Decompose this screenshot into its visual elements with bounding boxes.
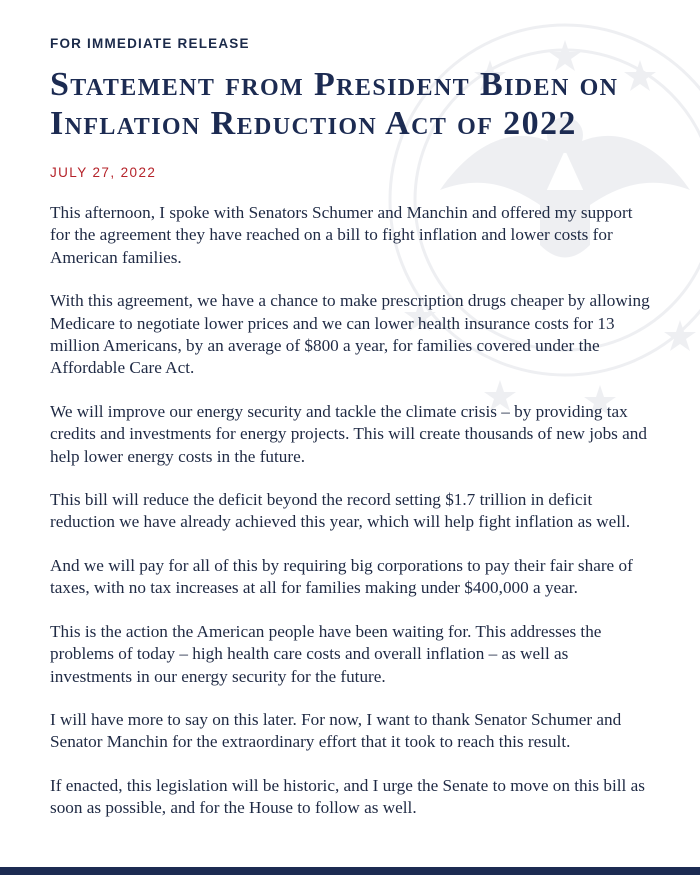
paragraph: And we will pay for all of this by requiring big corporations to pay their fair share of taxes, with no tax increases at all for families making under $400,000 a year. [50, 555, 633, 598]
release-label: FOR IMMEDIATE RELEASE [50, 36, 250, 51]
paragraph: With this agreement, we have a chance to make prescription drugs cheaper by allowing Medicare to negotiate lower prices and we can lower health insurance costs for 13 million Americans, by an average of $800 a year, for families covered under the Affordable Care Act. [50, 291, 650, 378]
paragraph: This is the action the American people have been waiting for. This addresses the problems of today – high health care costs and overall inflation – as well as investments in our energy security for the future. [50, 621, 602, 686]
paragraph: I will have more to say on this later. For now, I want to thank Senator Schumer and Senator Manchin for the extraordinary effort that it took to reach this result. [50, 709, 622, 752]
paragraph: This bill will reduce the deficit beyond the record setting $1.7 trillion in deficit reduction we have already achieved this year, which will help fight inflation as well. [50, 490, 631, 532]
paragraph: This afternoon, I spoke with Senators Schumer and Manchin and offered my support for the agreement they have reached on a bill to fight inflation and lower costs for American families. [50, 203, 633, 267]
footer-bar [0, 867, 700, 875]
page-title: Statement from President Biden on Inflation Reduction Act of 2022 [50, 66, 619, 142]
paragraph: We will improve our energy security and tackle the climate crisis – by providing tax credits and investments for energy projects. This will create thousands of new jobs and help lower energy costs in the future. [50, 401, 647, 466]
press-release [50, 36, 650, 841]
paragraph: If enacted, this legislation will be historic, and I urge the Senate to move on this bill as soon as possible, and for the House to follow as well. [50, 775, 645, 818]
release-date: JULY 27, 2022 [50, 165, 157, 180]
